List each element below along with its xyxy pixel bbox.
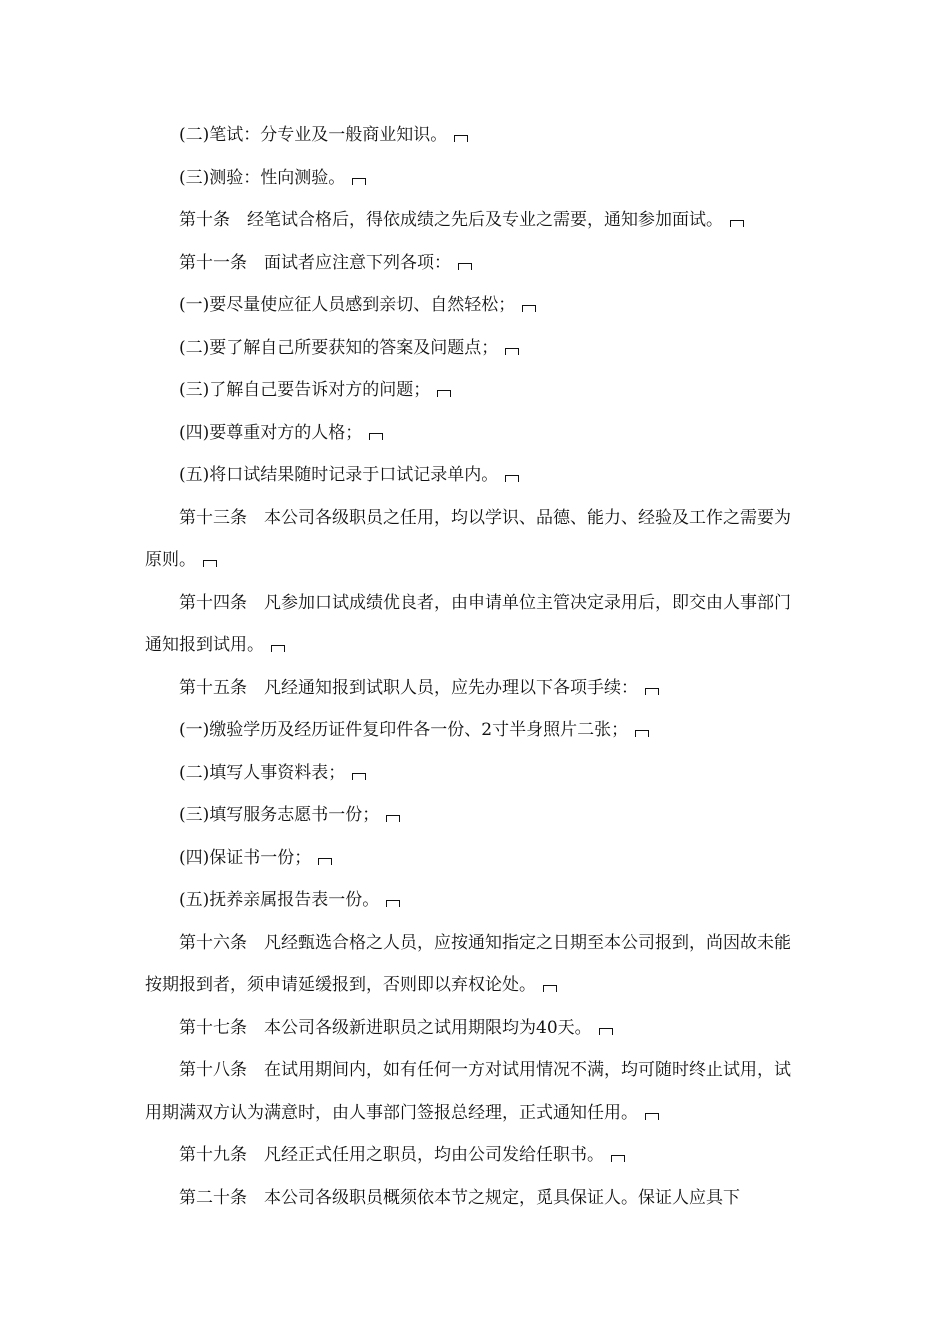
paragraph-text: 第十条 经笔试合格后，得依成绩之先后及专业之需要，通知参加面试。 bbox=[179, 210, 723, 230]
paragraph-mark-icon bbox=[599, 1028, 613, 1035]
paragraph-mark-icon bbox=[386, 900, 400, 907]
paragraph-text: (二)笔试：分专业及一般商业知识。 bbox=[179, 125, 448, 145]
paragraph-22 bbox=[145, 1177, 807, 1220]
paragraph-15 bbox=[145, 794, 807, 837]
paragraph-text: (三)测验：性向测验。 bbox=[179, 167, 346, 188]
paragraph-1 bbox=[145, 114, 807, 157]
paragraph-text: 第十七条 本公司各级新进职员之试用期限均为40天。 bbox=[179, 1017, 592, 1038]
paragraph-mark-icon bbox=[505, 475, 519, 482]
paragraph-11 bbox=[145, 582, 807, 667]
paragraph-text: (二)要了解自己所要获知的答案及问题点； bbox=[179, 337, 499, 358]
paragraph-text: (一)缴验学历及经历证件复印件各一份、2寸半身照片二张； bbox=[179, 720, 629, 740]
paragraph-text: (二)填写人事资料表； bbox=[179, 762, 346, 783]
paragraph-4 bbox=[145, 242, 807, 285]
paragraph-text: (五)将口试结果随时记录于口试记录单内。 bbox=[179, 465, 499, 485]
paragraph-19 bbox=[145, 1007, 807, 1050]
paragraph-text: (五)抚养亲属报告表一份。 bbox=[179, 890, 380, 910]
paragraph-text: 第十八条 在试用期间内，如有任何一方对试用情况不满，均可随时终止试用，试用期满双方认为满意时，由人事部门签报总经理，正式通知任用。 bbox=[145, 1060, 791, 1123]
paragraph-mark-icon bbox=[645, 688, 659, 695]
paragraph-mark-icon bbox=[352, 178, 366, 185]
paragraph-text: (一)要尽量使应征人员感到亲切、自然轻松； bbox=[179, 295, 516, 315]
paragraph-mark-icon bbox=[203, 560, 217, 567]
paragraph-text: 第十四条 凡参加口试成绩优良者，由申请单位主管决定录用后，即交由人事部门通知报到试用。 bbox=[145, 592, 791, 655]
paragraph-mark-icon bbox=[543, 985, 557, 992]
paragraph-18 bbox=[145, 922, 807, 1007]
paragraph-6 bbox=[145, 327, 807, 370]
paragraph-mark-icon bbox=[318, 858, 332, 865]
document-body bbox=[0, 114, 807, 1219]
paragraph-mark-icon bbox=[454, 135, 468, 142]
paragraph-20 bbox=[145, 1049, 807, 1134]
paragraph-21 bbox=[145, 1134, 807, 1177]
paragraph-mark-icon bbox=[458, 263, 472, 270]
paragraph-9 bbox=[145, 454, 807, 497]
paragraph-mark-icon bbox=[505, 348, 519, 355]
paragraph-mark-icon bbox=[437, 390, 451, 397]
paragraph-text: 第二十条 本公司各级职员概须依本节之规定，觅具保证人。保证人应具下 bbox=[179, 1187, 740, 1208]
paragraph-16 bbox=[145, 837, 807, 880]
paragraph-mark-icon bbox=[645, 1113, 659, 1120]
paragraph-7 bbox=[145, 369, 807, 412]
paragraph-mark-icon bbox=[522, 305, 536, 312]
paragraph-text: 第十一条 面试者应注意下列各项： bbox=[179, 252, 451, 273]
paragraph-mark-icon bbox=[352, 773, 366, 780]
paragraph-text: 第十六条 凡经甄选合格之人员，应按通知指定之日期至本公司报到，尚因故未能按期报到者，须申请延缓报到，否则即以弃权论处。 bbox=[145, 932, 791, 995]
paragraph-3 bbox=[145, 199, 807, 242]
paragraph-10 bbox=[145, 497, 807, 582]
paragraph-text: (三)填写服务志愿书一份； bbox=[179, 805, 380, 825]
paragraph-mark-icon bbox=[369, 433, 383, 440]
paragraph-text: 第十九条 凡经正式任用之职员，均由公司发给任职书。 bbox=[179, 1145, 604, 1165]
paragraph-text: 第十五条 凡经通知报到试职人员，应先办理以下各项手续： bbox=[179, 677, 638, 698]
paragraph-2 bbox=[145, 157, 807, 200]
paragraph-text: (四)要尊重对方的人格； bbox=[179, 422, 363, 443]
paragraph-mark-icon bbox=[635, 730, 649, 737]
paragraph-17 bbox=[145, 879, 807, 922]
paragraph-mark-icon bbox=[271, 645, 285, 652]
paragraph-text: (三)了解自己要告诉对方的问题； bbox=[179, 380, 431, 400]
paragraph-8 bbox=[145, 412, 807, 455]
paragraph-text: 第十三条 本公司各级职员之任用，均以学识、品德、能力、经验及工作之需要为原则。 bbox=[145, 507, 791, 570]
paragraph-text: (四)保证书一份； bbox=[179, 847, 312, 868]
paragraph-14 bbox=[145, 752, 807, 795]
paragraph-13 bbox=[145, 709, 807, 752]
paragraph-mark-icon bbox=[386, 815, 400, 822]
paragraph-mark-icon bbox=[730, 220, 744, 227]
paragraph-5 bbox=[145, 284, 807, 327]
paragraph-12 bbox=[145, 667, 807, 710]
paragraph-mark-icon bbox=[611, 1155, 625, 1162]
